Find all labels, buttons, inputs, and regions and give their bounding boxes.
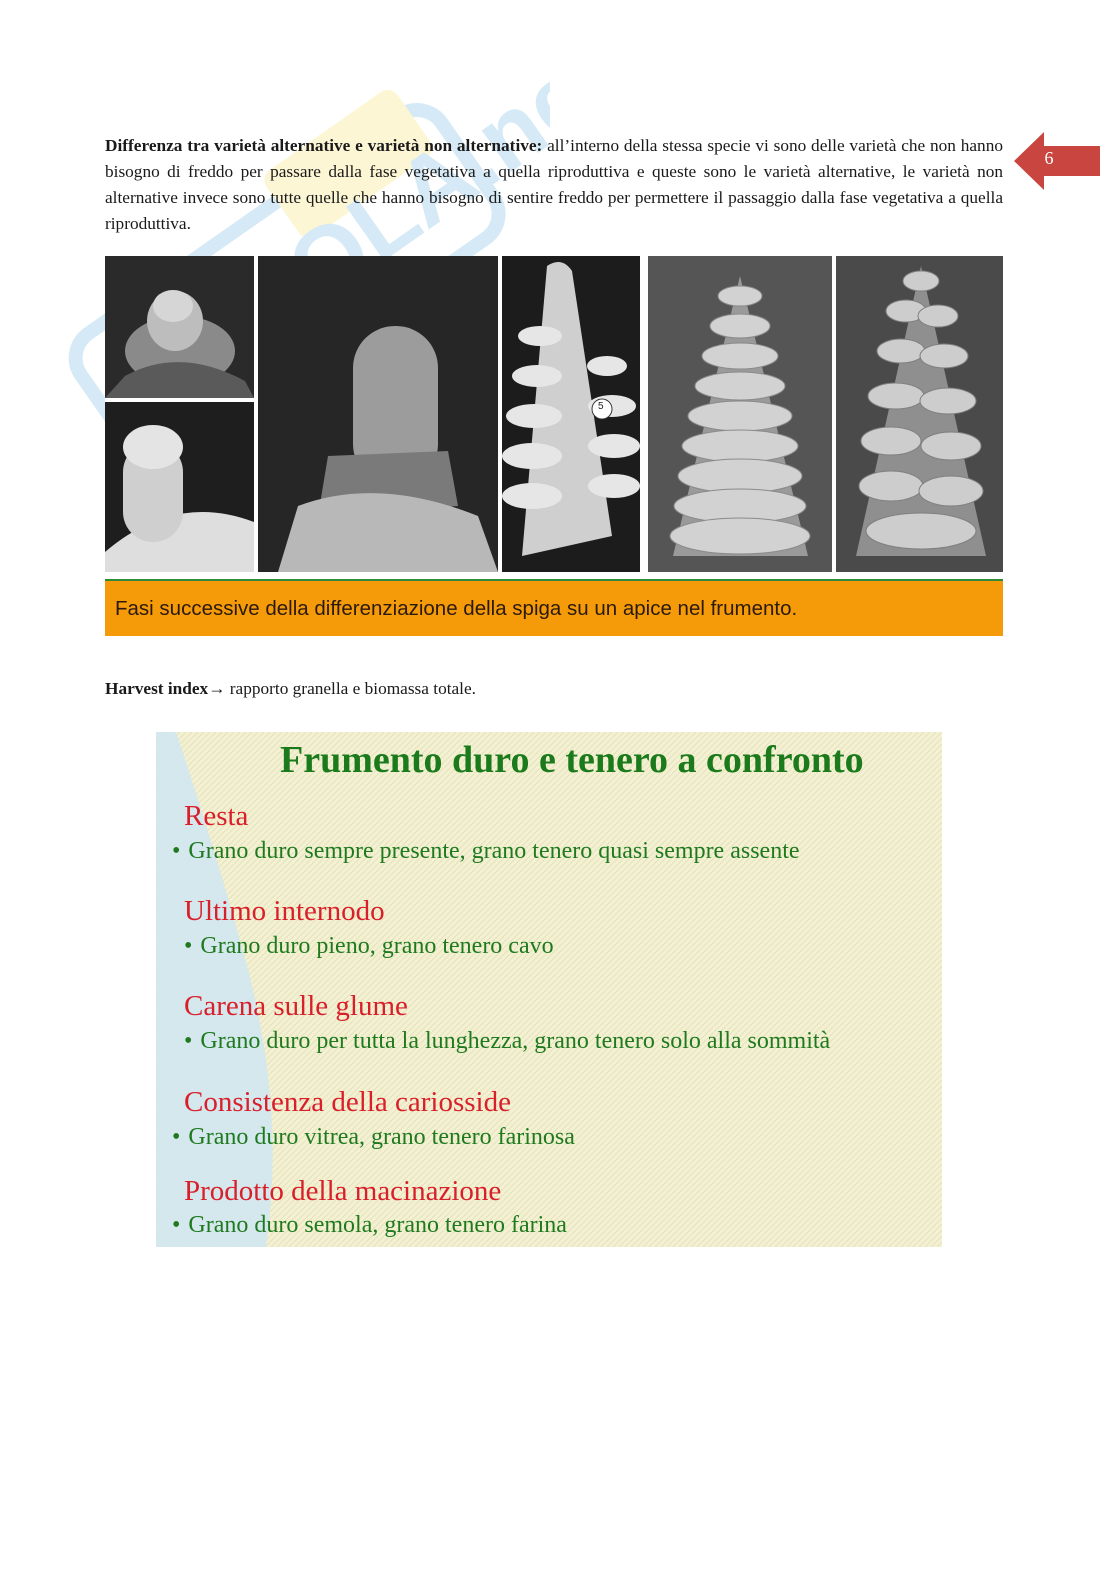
intro-paragraph <box>105 133 1003 237</box>
paragraph-lead: Differenza tra varietà alternative e varietà non alternative: <box>105 136 543 155</box>
text-ultimo-internodo <box>184 933 554 960</box>
item-text: Grano duro sempre presente, grano tenero quasi sempre assente <box>188 838 800 864</box>
text-carena <box>184 1028 830 1055</box>
item-text: Grano duro semola, grano tenero farina <box>188 1212 567 1238</box>
text-prodotto <box>172 1212 567 1239</box>
bullet-icon: • <box>172 838 181 864</box>
item-text: Grano duro vitrea, grano tenero farinosa <box>188 1124 575 1150</box>
bullet-icon: • <box>184 933 193 959</box>
heading-carena: Carena sulle glume <box>184 990 408 1022</box>
bullet-icon: • <box>172 1124 181 1150</box>
figure-caption: Fasi successive della differenziazione della spiga su un apice nel frumento. <box>105 581 1003 636</box>
comparison-slide <box>156 732 942 1247</box>
heading-prodotto: Prodotto della macinazione <box>184 1175 502 1207</box>
spike-sem-image-a <box>648 256 832 572</box>
item-text: Grano duro per tutta la lunghezza, grano tenero solo alla sommità <box>200 1028 831 1054</box>
apex-stage-4-image <box>502 256 640 572</box>
apex-stage-3-image <box>258 256 498 572</box>
arrow-icon: → <box>208 679 226 698</box>
paragraph-body: all’interno della stessa specie vi sono delle varietà che non hanno bisogno di freddo per passare dalla fase vegetativa a quella riproduttiva e queste sono le varietà alternative, le varietà non alternative invece sono tutte quelle che hanno bisogno di sentire freddo per permettere il passaggio dalla fase vegetativa a quella riproduttiva. <box>105 136 1003 233</box>
text-consistenza <box>172 1124 575 1151</box>
apex-stage-1-image <box>105 256 254 398</box>
text-resta <box>172 838 800 865</box>
bullet-icon: • <box>184 1028 193 1054</box>
item-text: Grano duro pieno, grano tenero cavo <box>200 933 554 959</box>
heading-resta: Resta <box>184 800 249 832</box>
apex-stage-2-image <box>105 402 254 572</box>
stage-label: 5 <box>598 401 604 412</box>
harvest-index-definition: rapporto granella e biomassa totale. <box>225 679 476 698</box>
bullet-icon: • <box>172 1212 181 1238</box>
harvest-index-term: Harvest index <box>105 679 209 698</box>
spike-differentiation-figure <box>105 256 1003 572</box>
harvest-index-line <box>105 676 476 702</box>
spike-sem-image-b <box>836 256 1003 572</box>
slide-title: Frumento duro e tenero a confronto <box>280 739 864 781</box>
heading-consistenza: Consistenza della cariosside <box>184 1086 511 1118</box>
page-number: 6 <box>1044 148 1054 168</box>
heading-ultimo-internodo: Ultimo internodo <box>184 895 385 927</box>
